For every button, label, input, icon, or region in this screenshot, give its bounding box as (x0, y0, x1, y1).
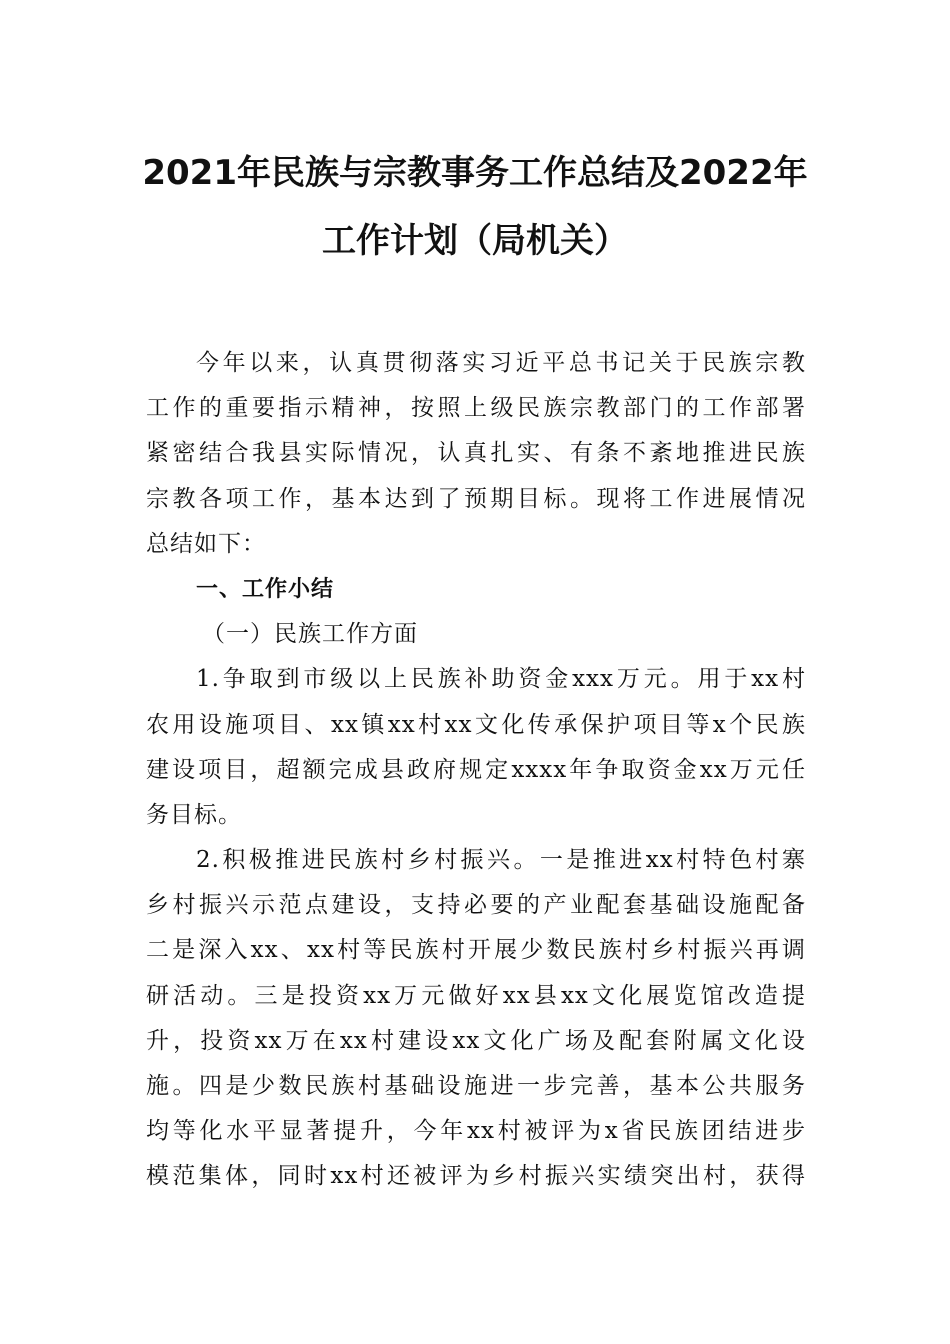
paragraph-line: 务目标。 (146, 801, 242, 828)
paragraph-line: 均等化水平显著提升，今年xx村被评为x省民族团结进步 (146, 1118, 806, 1145)
subsection-heading: （一）民族工作方面 (202, 621, 418, 648)
paragraph-line: 2.积极推进民族村乡村振兴。一是推进xx村特色村寨 (196, 847, 806, 874)
section-heading: 一、工作小结 (196, 576, 335, 602)
paragraph-line: 二是深入xx、xx村等民族村开展少数民族村乡村振兴再调 (146, 937, 806, 964)
paragraph-line: 模范集体，同时xx村还被评为乡村振兴实绩突出村，获得 (146, 1163, 806, 1190)
paragraph-line: 今年以来，认真贯彻落实习近平总书记关于民族宗教 (196, 350, 806, 376)
paragraph-line: 乡村振兴示范点建设，支持必要的产业配套基础设施配备 (146, 892, 806, 919)
intro-paragraph (146, 341, 806, 567)
paragraph-line: 升，投资xx万在xx村建设xx文化广场及配套附属文化设 (146, 1027, 806, 1054)
document-body (146, 341, 806, 1200)
paragraph-line: 施。四是少数民族村基础设施进一步完善，基本公共服务 (146, 1073, 806, 1099)
document-title-line-2: 工作计划（局机关） (322, 221, 628, 261)
paragraph-line: 工作的重要指示精神，按照上级民族宗教部门的工作部署 (146, 395, 806, 422)
item-1-paragraph (146, 657, 806, 838)
item-2-paragraph (146, 838, 806, 1200)
paragraph-line: 农用设施项目、xx镇xx村xx文化传承保护项目等x个民族 (146, 711, 806, 738)
paragraph-line: 紧密结合我县实际情况，认真扎实、有条不紊地推进民族 (146, 440, 806, 467)
paragraph-line: 宗教各项工作，基本达到了预期目标。现将工作进展情况 (146, 485, 806, 512)
paragraph-line: 1.争取到市级以上民族补助资金xxx万元。用于xx村 (196, 666, 806, 693)
paragraph-line: 总结如下： (146, 530, 266, 557)
paragraph-line: 研活动。三是投资xx万元做好xx县xx文化展览馆改造提 (146, 982, 806, 1009)
document-title-line-1: 2021年民族与宗教事务工作总结及2022年 (142, 153, 808, 193)
paragraph-line: 建设项目，超额完成县政府规定xxxx年争取资金xx万元任 (146, 756, 806, 783)
